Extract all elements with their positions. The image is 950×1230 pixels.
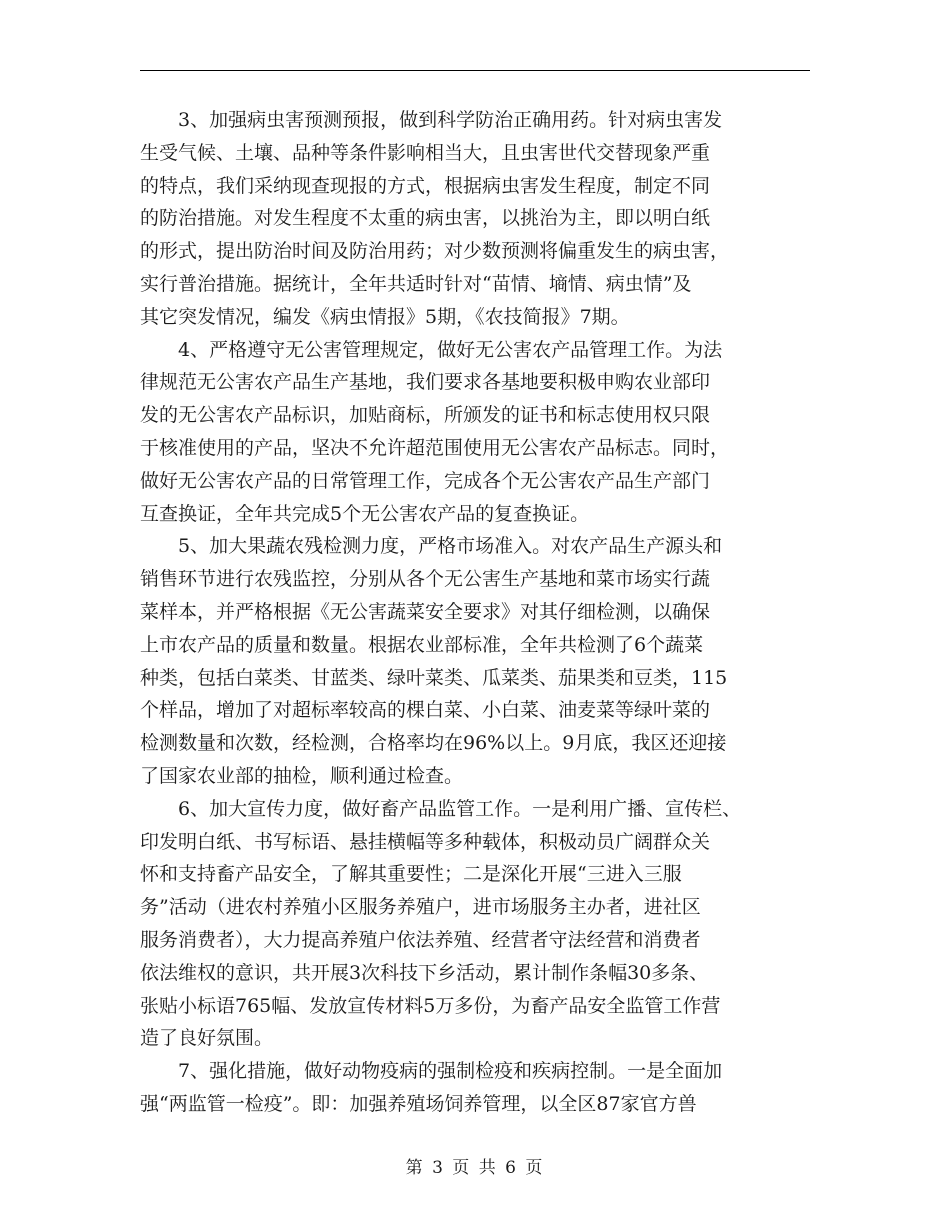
text-line: 6、加大宣传力度，做好畜产品监管工作。一是利用广播、宣传栏、 [140,797,742,820]
text-line: 的形式，提出防治时间及防治用药；对少数预测将偏重发生的病虫害， [140,240,730,263]
text-line: 个样品，增加了对超标率较高的棵白菜、小白菜、油麦菜等绿叶菜的 [140,699,711,722]
text-line: 销售环节进行农残监控，分别从各个无公害生产基地和菜市场实行蔬 [140,568,711,591]
text-line: 检测数量和次数，经检测，合格率均在96%以上。9月底，我区还迎接 [140,732,727,755]
text-line: 服务消费者），大力提高养殖户依法养殖、经营者守法经营和消费者 [140,928,701,951]
text-line: 7、强化措施，做好动物疫病的强制检疫和疾病控制。一是全面加 [140,1060,723,1083]
text-line: 实行普治措施。据统计，全年共适时针对“苗情、墒情、病虫情”及 [140,272,692,295]
text-line: 互查换证，全年共完成5个无公害农产品的复查换证。 [140,502,590,525]
text-line: 务”活动（进农村养殖小区服务养殖户，进市场服务主办者，进社区 [140,896,701,919]
text-line: 的防治措施。对发生程度不太重的病虫害，以挑治为主，即以明白纸 [140,207,711,230]
text-line: 了国家农业部的抽检，顺利通过检查。 [140,764,464,787]
text-line: 其它突发情况，编发《病虫情报》5期，《农技简报》7期。 [140,305,630,328]
header-rule [140,70,810,71]
text-line: 的特点，我们采纳现查现报的方式，根据病虫害发生程度，制定不同 [140,174,711,197]
text-line: 强“两监管一检疫”。即：加强养殖场饲养管理，以全区87家官方兽 [140,1092,697,1115]
text-line: 上市农产品的质量和数量。根据农业部标准，全年共检测了6个蔬菜 [140,633,704,656]
text-line: 生受气候、土壤、品种等条件影响相当大，且虫害世代交替现象严重 [140,141,711,164]
text-line: 律规范无公害农产品生产基地，我们要求各基地要积极申购农业部印 [140,371,711,394]
text-line: 做好无公害农产品的日常管理工作，完成各个无公害农产品生产部门 [140,469,711,492]
text-line: 印发明白纸、书写标语、悬挂横幅等多种载体，积极动员广阔群众关 [140,830,711,853]
text-line: 3、加强病虫害预测预报，做到科学防治正确用药。针对病虫害发 [140,109,723,131]
paragraph-6 [140,793,812,1055]
text-line: 怀和支持畜产品安全，了解其重要性；二是深化开展“三进入三服 [140,863,682,886]
page-number: 第 3 页 共 6 页 [405,1158,545,1178]
text-line: 造了良好氛围。 [140,1027,274,1050]
paragraph-5 [140,530,812,792]
paragraph-4 [140,334,812,531]
paragraph-7 [140,1055,812,1121]
text-line: 发的无公害农产品标识，加贴商标，所颁发的证书和标志使用权只限 [140,404,711,427]
text-line: 于核准使用的产品，坚决不允许超范围使用无公害农产品标志。同时， [140,436,730,459]
text-line: 5、加大果蔬农残检测力度，严格市场准入。对农产品生产源头和 [140,535,723,558]
text-line: 种类，包括白菜类、甘蓝类、绿叶菜类、瓜菜类、茄果类和豆类，115 [140,666,728,689]
text-line: 菜样本，并严格根据《无公害蔬菜安全要求》对其仔细检测，以确保 [140,600,711,623]
text-line: 依法维权的意识，共开展3次科技下乡活动，累计制作条幅30多条、 [140,961,709,984]
text-line: 张贴小标语765幅、发放宣传材料5万多份，为畜产品安全监管工作营 [140,994,721,1017]
paragraph-3 [140,104,812,334]
body-text [140,104,812,1121]
text-line: 4、严格遵守无公害管理规定，做好无公害农产品管理工作。为法 [140,338,723,361]
